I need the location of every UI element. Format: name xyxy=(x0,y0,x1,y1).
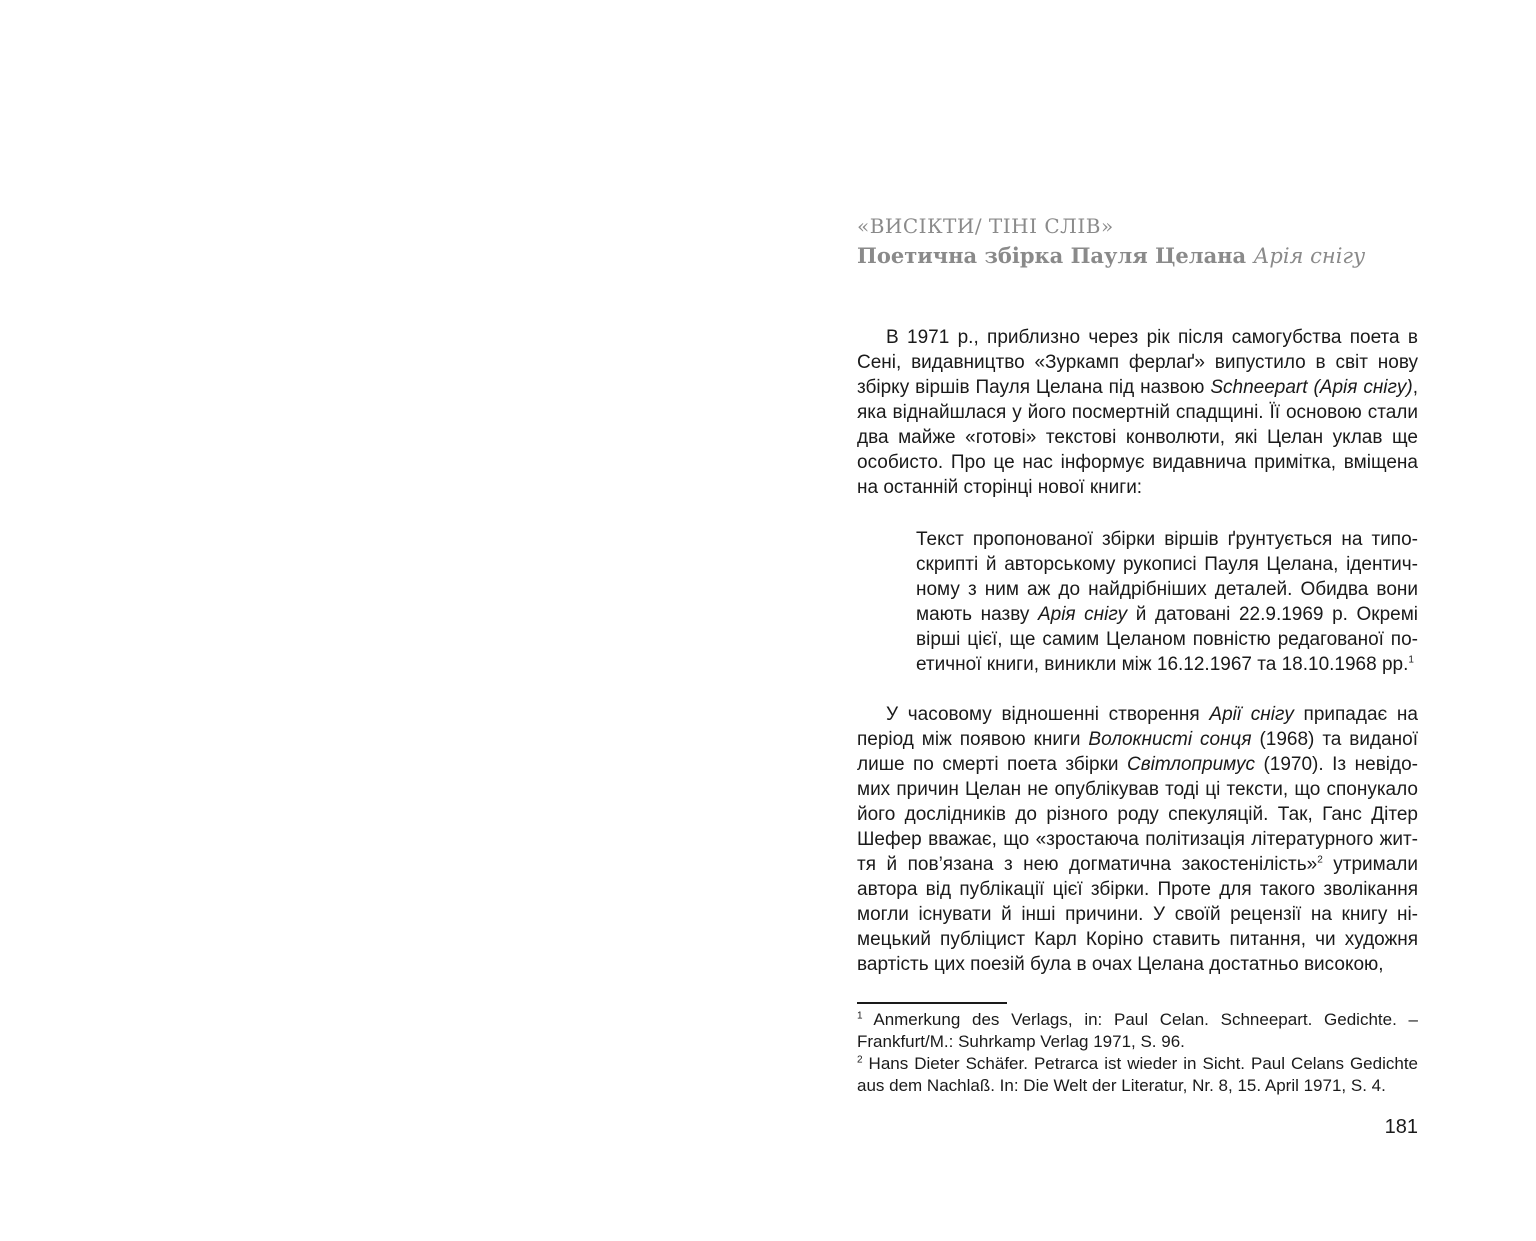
footnote-ref-1[interactable]: 1 xyxy=(1408,654,1414,666)
footnote-ref-2[interactable]: 2 xyxy=(1317,854,1323,866)
footnote-1-text: Anmerkung des Verlags, in: Paul Celan. Schneepart. Gedichte. – Frankfurt/M.: Suhrkamp Verlag 1971, S. 96. xyxy=(857,1010,1418,1051)
block-quote-text-a: Текст пропонованої збірки віршів ґрунтується на типоскрипті й авторському рукописі Пауля Целана, ідентичному з ним аж до найдрібніших деталей. Обидва вони мають назву xyxy=(916,529,1418,625)
book-page xyxy=(857,212,1419,1138)
paragraph-2-text-d: (1970). Із невідомих причин Целан не опублікував тоді ці тексти, що спонукало його дослідників до різного роду спекуляцій. Так, Ганс Дітер Шефер вважає, що «зростаюча політизація літературного життя й пов’язана з нею догматична закостенілість» xyxy=(857,754,1418,875)
paragraph-2-italic-title-2: Волокнисті сонця xyxy=(1088,729,1252,750)
block-quote-italic-title: Арія снігу xyxy=(1037,604,1128,625)
block-quote-text-b: й датовані 22.9.1969 р. Окремі вірші цієї, ще самим Целаном повністю редагованої поетичної книги, виникли між 16.12.1967 та 18.10.1968 рр. xyxy=(916,604,1419,675)
paragraph-2-text-c: (1968) та виданої лише по смерті поета збірки xyxy=(857,729,1419,775)
chapter-kicker: «ВИСІКТИ/ ТІНІ СЛІВ» xyxy=(857,214,1114,238)
paragraph-2-text-e: утримали автора від публікації цієї збірки. Проте для такого зволікання могли існувати й інші причини. У своїй рецензії на книгу німецький публіцист Карл Коріно ставить питання, чи художня вартість цих поезій була в очах Целана достатньо високою, xyxy=(857,854,1418,975)
footnotes xyxy=(857,1009,1418,1097)
footnote-1 xyxy=(857,1009,1418,1053)
footnote-2 xyxy=(857,1053,1418,1097)
paragraph-2-text-b: припадає на період між появою книги xyxy=(857,704,1418,750)
chapter-title xyxy=(857,242,1418,270)
chapter-title-italic: Арія снігу xyxy=(1253,244,1366,268)
footnote-2-number: 2 xyxy=(857,1054,863,1066)
page-number: 181 xyxy=(1384,1116,1418,1138)
block-quote xyxy=(916,527,1418,677)
chapter-title-main: Поетична збірка Пауля Целана xyxy=(857,243,1254,268)
footnote-1-number: 1 xyxy=(857,1010,863,1022)
paragraph-2-text-a: У часовому відношенні створення xyxy=(886,704,1210,725)
paragraph-1-text-a: В 1971 р., приблизно через рік після самогубства поета в Сені, видавництво «Зуркамп ферлаґ» випустило в світ нову збірку віршів Пауля Целана під назвою xyxy=(857,327,1418,398)
paragraph-1-text-b: , яка віднайшлася у його посмертній спадщині. Її основою стали два майже «готові» текстові конволюти, які Целан уклав ще особисто. Про це нас інформує видавнича примітка, вміщена на останній сторінці нової книги: xyxy=(857,377,1418,498)
paragraph-2 xyxy=(857,702,1418,977)
paragraph-2-italic-title-1: Арії снігу xyxy=(1209,704,1294,725)
footnote-divider xyxy=(857,1002,1007,1004)
paragraph-1-italic-title: Schneepart (Арія снігу) xyxy=(1210,377,1413,398)
paragraph-2-italic-title-3: Світлопримус xyxy=(1127,754,1255,775)
paragraph-1 xyxy=(857,325,1418,500)
footnote-2-text: Hans Dieter Schäfer. Petrarca ist wieder in Sicht. Paul Celans Gedichte aus dem Nachlaß. In: Die Welt der Literatur, Nr. 8, 15. April 1971, S. 4. xyxy=(857,1054,1418,1095)
